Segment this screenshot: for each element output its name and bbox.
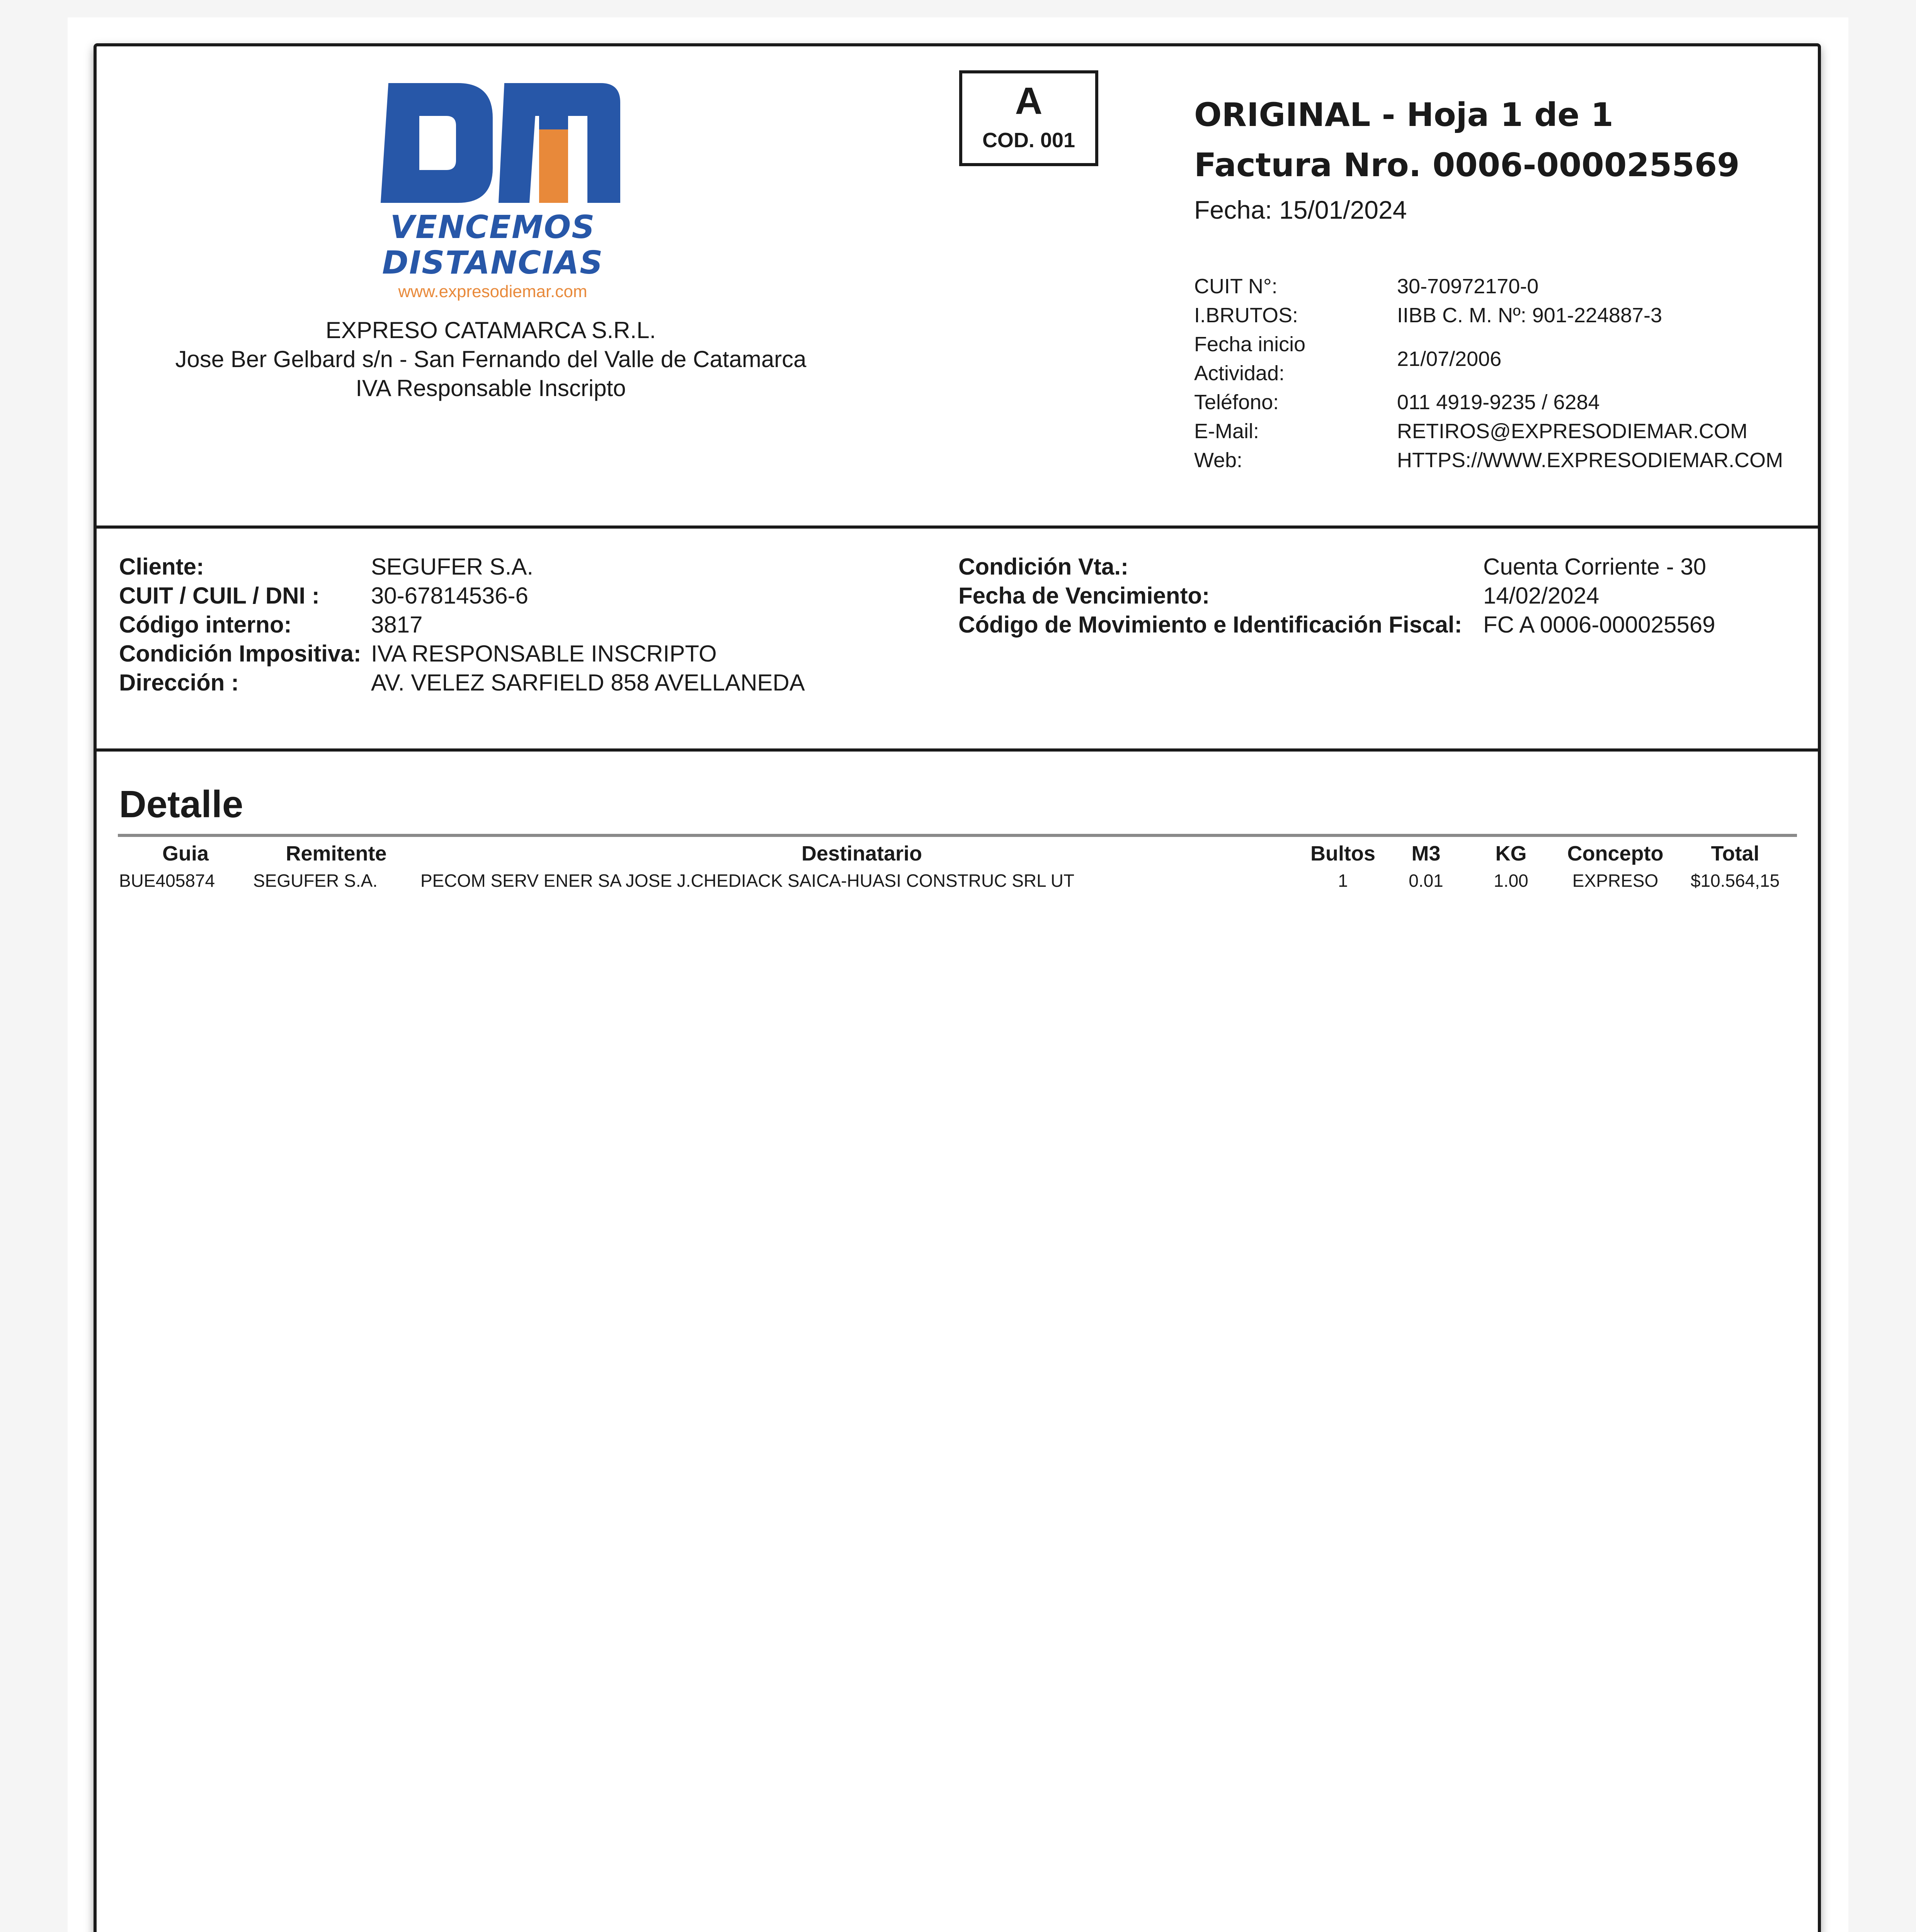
issuer-ib-value: IIBB C. M. Nº: 901-224887-3 — [1397, 304, 1662, 327]
sale-condition-label: Condición Vta.: — [958, 554, 1128, 580]
client-code-value: 3817 — [371, 612, 423, 638]
company-logo — [377, 79, 624, 207]
client-cuit-label: CUIT / CUIL / DNI : — [119, 583, 320, 609]
copy-line: ORIGINAL - Hoja 1 de 1 — [1194, 96, 1613, 134]
sale-due-label: Fecha de Vencimiento: — [958, 583, 1210, 609]
cell-bultos: 1 — [1338, 871, 1348, 891]
company-name: EXPRESO CATAMARCA S.R.L. — [325, 317, 656, 343]
issuer-phone-label: Teléfono: — [1194, 391, 1279, 414]
divider-header — [94, 526, 1821, 529]
invoice-date: Fecha: 15/01/2024 — [1194, 196, 1407, 224]
cell-total: $10.564,15 — [1690, 871, 1780, 891]
cell-m3: 0.01 — [1409, 871, 1443, 891]
col-header-concepto: Concepto — [1567, 842, 1664, 865]
client-tax-label: Condición Impositiva: — [119, 641, 361, 667]
col-header-remitente: Remitente — [286, 842, 387, 865]
col-header-m3: M3 — [1411, 842, 1441, 865]
cell-guia: BUE405874 — [119, 871, 215, 891]
detail-title: Detalle — [119, 783, 243, 825]
client-address-label: Dirección : — [119, 670, 239, 696]
issuer-cuit-value: 30-70972170-0 — [1397, 275, 1539, 298]
invoice-type-letter: A — [1015, 80, 1043, 122]
col-header-destinatario: Destinatario — [801, 842, 922, 865]
client-name-value: SEGUFER S.A. — [371, 554, 534, 580]
col-header-total: Total — [1711, 842, 1759, 865]
issuer-web-label: Web: — [1194, 449, 1243, 472]
invoice-number: Factura Nro. 0006-000025569 — [1194, 146, 1740, 184]
cell-remitente: SEGUFER S.A. — [253, 871, 378, 891]
col-header-bultos: Bultos — [1310, 842, 1375, 865]
detail-table-rule — [118, 834, 1797, 837]
cell-concepto: EXPRESO — [1572, 871, 1659, 891]
issuer-email-value: RETIROS@EXPRESODIEMAR.COM — [1397, 420, 1748, 443]
cell-kg: 1.00 — [1494, 871, 1528, 891]
sale-condition-value: Cuenta Corriente - 30 — [1483, 554, 1706, 580]
logo-website: www.expresodiemar.com — [398, 282, 587, 301]
logo-tagline-1: VENCEMOS — [390, 209, 596, 246]
col-header-kg: KG — [1495, 842, 1527, 865]
company-address: Jose Ber Gelbard s/n - San Fernando del Valle de Catamarca — [175, 346, 807, 372]
client-address-value: AV. VELEZ SARFIELD 858 AVELLANEDA — [371, 670, 805, 696]
issuer-web-value: HTTPS://WWW.EXPRESODIEMAR.COM — [1397, 449, 1783, 472]
client-cuit-value: 30-67814536-6 — [371, 583, 529, 609]
issuer-start-label: Fecha inicio — [1194, 333, 1306, 356]
issuer-email-label: E-Mail: — [1194, 420, 1259, 443]
issuer-cuit-label: CUIT N°: — [1194, 275, 1278, 298]
issuer-start-value: 21/07/2006 — [1397, 347, 1502, 371]
client-code-label: Código interno: — [119, 612, 292, 638]
issuer-ib-label: I.BRUTOS: — [1194, 304, 1298, 327]
sale-due-value: 14/02/2024 — [1483, 583, 1600, 609]
issuer-phone-value: 011 4919-9235 / 6284 — [1397, 391, 1600, 414]
divider-client — [94, 748, 1821, 752]
invoice-type-code: COD. 001 — [982, 129, 1075, 152]
sale-fiscal-code-value: FC A 0006-000025569 — [1483, 612, 1715, 638]
cell-destinatario: PECOM SERV ENER SA JOSE J.CHEDIACK SAICA-HUASI CONSTRUC SRL UT — [420, 871, 1075, 891]
col-header-guia: Guia — [162, 842, 209, 865]
client-tax-value: IVA RESPONSABLE INSCRIPTO — [371, 641, 717, 667]
client-name-label: Cliente: — [119, 554, 204, 580]
issuer-start-label-2: Actividad: — [1194, 362, 1285, 385]
sale-fiscal-code-label: Código de Movimiento e Identificación Fiscal: — [958, 612, 1462, 638]
company-tax-condition: IVA Responsable Inscripto — [356, 375, 626, 401]
invoice-type-box — [959, 70, 1098, 166]
logo-tagline-2: DISTANCIAS — [382, 245, 604, 281]
